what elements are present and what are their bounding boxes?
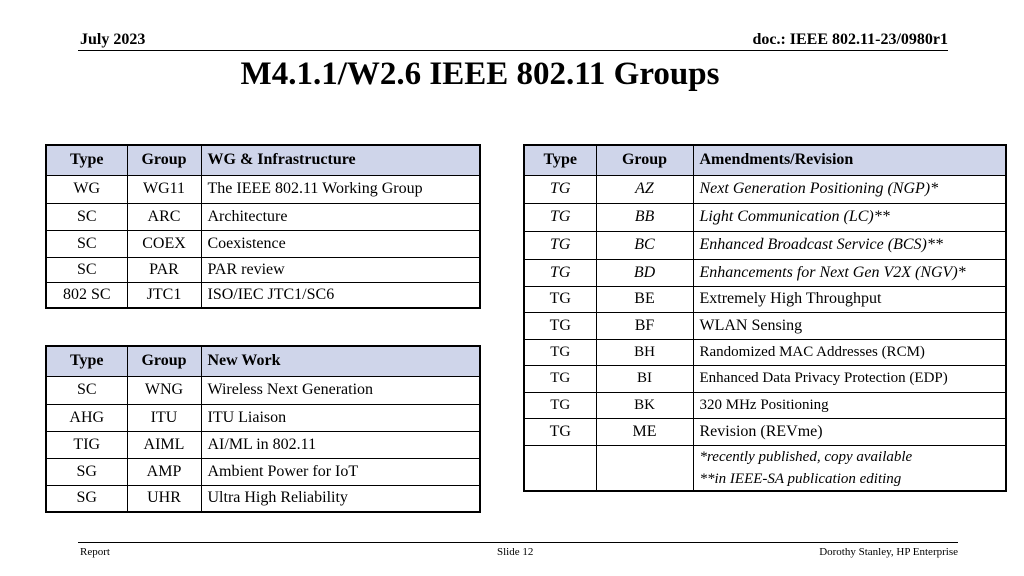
cell-type: SG <box>46 485 127 512</box>
cell-group: AMP <box>127 458 201 485</box>
cell-group: BH <box>596 339 693 365</box>
cell-group: BI <box>596 365 693 392</box>
table-row <box>524 365 1006 392</box>
header-group: Group <box>127 346 201 376</box>
header-type: Type <box>524 145 596 175</box>
header-description: Amendments/Revision <box>693 145 1006 175</box>
cell-group: AIML <box>127 431 201 458</box>
header-date: July 2023 <box>80 31 146 48</box>
cell-group: COEX <box>127 230 201 257</box>
cell-type: TG <box>524 392 596 418</box>
cell-group: ME <box>596 418 693 445</box>
cell-description: PAR review <box>201 257 480 282</box>
cell-description: Light Communication (LC)** <box>693 203 1006 231</box>
table-row <box>524 259 1006 286</box>
cell-type: TIG <box>46 431 127 458</box>
cell-group: BF <box>596 312 693 339</box>
cell-type: TG <box>524 365 596 392</box>
header-type: Type <box>46 145 127 175</box>
cell-description: AI/ML in 802.11 <box>201 431 480 458</box>
footer-divider <box>78 542 958 543</box>
cell-group: ITU <box>127 404 201 431</box>
cell-description: Enhanced Data Privacy Protection (EDP) <box>693 365 1006 392</box>
cell-group: BE <box>596 286 693 312</box>
cell-description: ISO/IEC JTC1/SC6 <box>201 282 480 308</box>
cell-type: SC <box>46 203 127 230</box>
table-row <box>46 404 480 431</box>
table-row <box>46 203 480 230</box>
cell-group: BC <box>596 231 693 259</box>
cell-group: BB <box>596 203 693 231</box>
cell-type: TG <box>524 231 596 259</box>
table-row <box>46 175 480 203</box>
cell-description: Next Generation Positioning (NGP)* <box>693 175 1006 203</box>
cell-type: SC <box>46 230 127 257</box>
header-group: Group <box>596 145 693 175</box>
cell-description: Architecture <box>201 203 480 230</box>
header-doc-number: doc.: IEEE 802.11-23/0980r1 <box>752 31 948 48</box>
footer-left: Report <box>80 546 110 558</box>
cell-type: WG <box>46 175 127 203</box>
table-row <box>524 392 1006 418</box>
cell-type: 802 SC <box>46 282 127 308</box>
header-divider <box>78 50 948 51</box>
table-row <box>524 312 1006 339</box>
cell-description: 320 MHz Positioning <box>693 392 1006 418</box>
cell-description: Coexistence <box>201 230 480 257</box>
notes-row <box>524 445 1006 491</box>
footer-author: Dorothy Stanley, HP Enterprise <box>819 546 958 558</box>
cell-description: The IEEE 802.11 Working Group <box>201 175 480 203</box>
cell-type: AHG <box>46 404 127 431</box>
cell-type: SG <box>46 458 127 485</box>
table-row <box>524 175 1006 203</box>
header-description: New Work <box>201 346 480 376</box>
header-group: Group <box>127 145 201 175</box>
cell-group: AZ <box>596 175 693 203</box>
cell-empty <box>596 445 693 491</box>
cell-group: BD <box>596 259 693 286</box>
table-row <box>524 203 1006 231</box>
table-header-row <box>46 346 480 376</box>
cell-group: WNG <box>127 376 201 404</box>
cell-group: PAR <box>127 257 201 282</box>
infrastructure-table <box>45 144 481 309</box>
cell-type: TG <box>524 418 596 445</box>
table-row <box>46 458 480 485</box>
table-row <box>46 431 480 458</box>
cell-description: Enhanced Broadcast Service (BCS)** <box>693 231 1006 259</box>
cell-description: Extremely High Throughput <box>693 286 1006 312</box>
header-description: WG & Infrastructure <box>201 145 480 175</box>
cell-description: WLAN Sensing <box>693 312 1006 339</box>
cell-description: ITU Liaison <box>201 404 480 431</box>
table-header-row <box>46 145 480 175</box>
table-row <box>46 282 480 308</box>
table-row <box>46 257 480 282</box>
note-recently-published: *recently published, copy available <box>699 448 913 465</box>
amendments-table <box>523 144 1007 492</box>
cell-type: SC <box>46 257 127 282</box>
notes-cell <box>693 445 1006 491</box>
cell-description: Randomized MAC Addresses (RCM) <box>693 339 1006 365</box>
footer-slide-number: Slide 12 <box>497 546 534 558</box>
cell-empty <box>524 445 596 491</box>
cell-group: WG11 <box>127 175 201 203</box>
cell-group: JTC1 <box>127 282 201 308</box>
cell-group: ARC <box>127 203 201 230</box>
table-row <box>46 230 480 257</box>
cell-type: TG <box>524 339 596 365</box>
cell-group: UHR <box>127 485 201 512</box>
cell-type: TG <box>524 203 596 231</box>
table-header-row <box>524 145 1006 175</box>
table-row <box>46 376 480 404</box>
table-row <box>524 339 1006 365</box>
note-publication-editing: **in IEEE-SA publication editing <box>699 470 902 487</box>
cell-description: Wireless Next Generation <box>201 376 480 404</box>
cell-type: SC <box>46 376 127 404</box>
header-type: Type <box>46 346 127 376</box>
table-row <box>524 231 1006 259</box>
cell-type: TG <box>524 286 596 312</box>
slide-title: M4.1.1/W2.6 IEEE 802.11 Groups <box>240 56 720 92</box>
cell-type: TG <box>524 175 596 203</box>
cell-type: TG <box>524 259 596 286</box>
table-row <box>46 485 480 512</box>
cell-description: Revision (REVme) <box>693 418 1006 445</box>
new-work-table <box>45 345 481 513</box>
table-row <box>524 286 1006 312</box>
cell-description: Ambient Power for IoT <box>201 458 480 485</box>
cell-description: Ultra High Reliability <box>201 485 480 512</box>
cell-description: Enhancements for Next Gen V2X (NGV)* <box>693 259 1006 286</box>
cell-group: BK <box>596 392 693 418</box>
cell-type: TG <box>524 312 596 339</box>
table-row <box>524 418 1006 445</box>
